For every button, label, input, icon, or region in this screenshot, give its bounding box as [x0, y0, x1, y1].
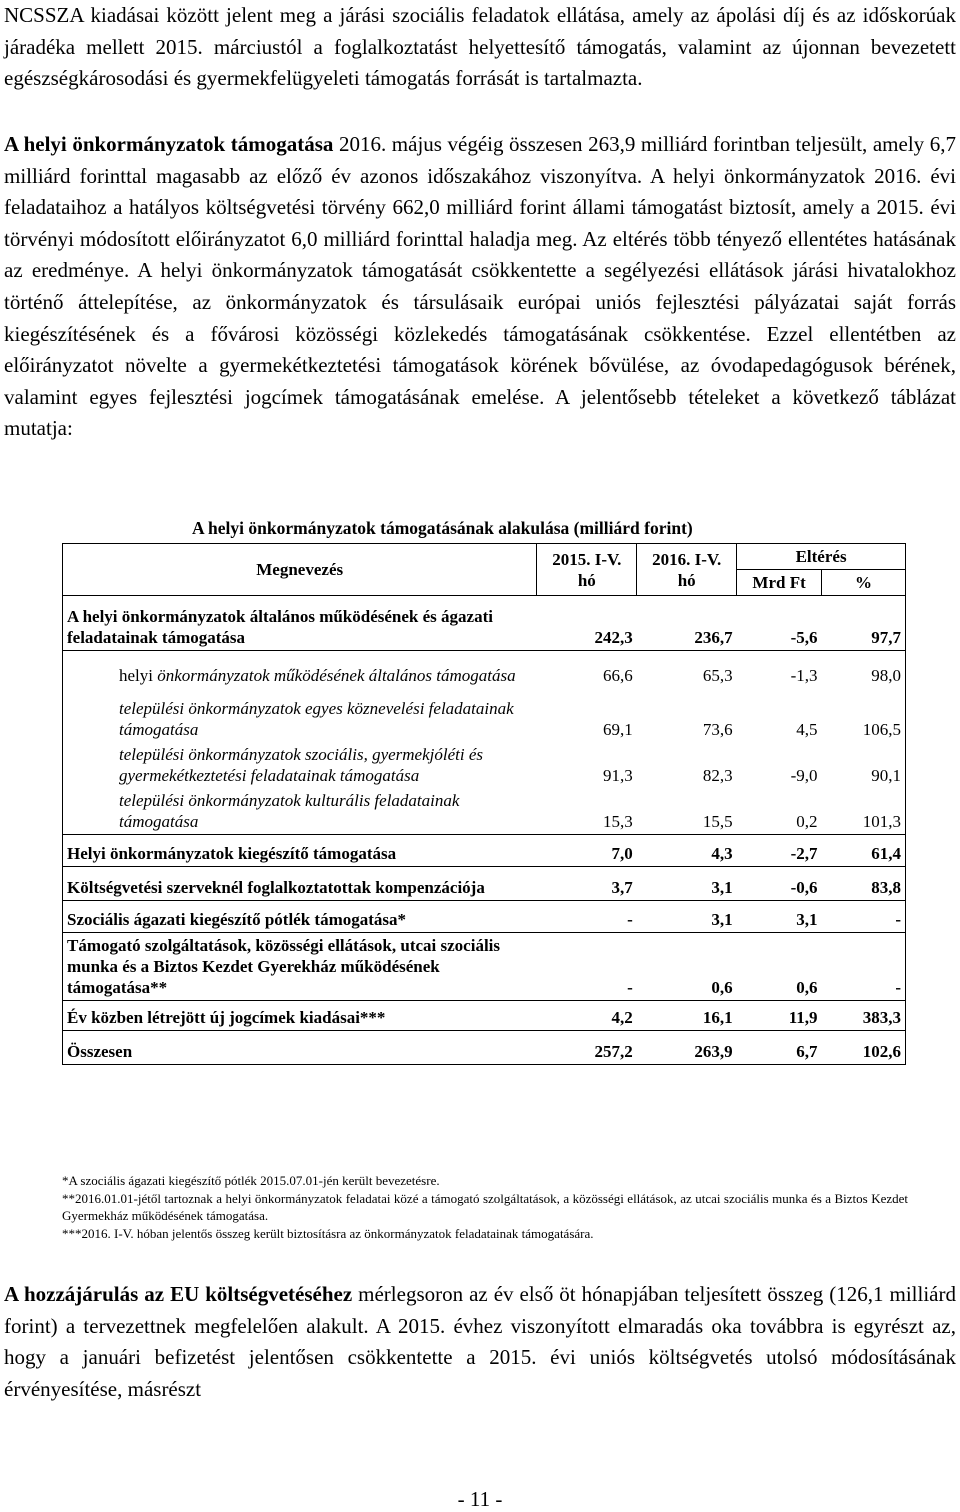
table-row: települési önkormányzatok szociális, gyermekjóléti és gyermekétkeztetési feladatainak támogatása 91,3 82,3 -9,0 90,1 [63, 742, 906, 788]
table-footnotes [62, 1172, 908, 1242]
table-row: Költségvetési szerveknél foglalkoztatottak kompenzációja 3,7 3,1 -0,6 83,8 [63, 867, 906, 901]
footnote-1: *A szociális ágazati kiegészítő pótlék 2015.07.01-jén került bevezetésre. [62, 1173, 440, 1188]
paragraph-local-government-support-heading: A helyi önkormányzatok támogatása [4, 132, 334, 156]
paragraph-ncssza: NCSSZA kiadásai között jelent meg a járási szociális feladatok ellátása, amely az ápolási díj és az időskorúak járadéka mellett 2015. márciustól a foglalkoztatást helyettesítő támogatás, valamint az újonnan bevezetett egészségkárosodási és gyermekfelügyeleti támogatás forrását is tartalmazta. [4, 3, 956, 91]
paragraph-local-government-support [4, 129, 956, 445]
header-diff-mrd: Mrd Ft [737, 570, 822, 596]
table-row: Helyi önkormányzatok kiegészítő támogatása 7,0 4,3 -2,7 61,4 [63, 835, 906, 867]
header-2016: 2016. I-V. hó [637, 544, 737, 596]
paragraph-eu-contribution [4, 1279, 956, 1405]
footnote-3: ***2016. I-V. hóban jelentős összeg került biztosításra az önkormányzatok feladatainak támogatására. [62, 1225, 594, 1241]
paragraph-eu-contribution-heading: A hozzájárulás az EU költségvetéséhez [4, 1282, 353, 1306]
header-2015: 2015. I-V. hó [537, 544, 637, 596]
table-row: települési önkormányzatok egyes köznevelési feladatainak támogatása 69,1 73,6 4,5 106,5 [63, 688, 906, 742]
paragraph-local-government-support-text: 2016. május végéig összesen 263,9 milliárd forintban teljesült, amely 6,7 milliárd forinttal magasabb az előző év azonos időszakához viszonyítva. A helyi önkormányzatok 2016. évi feladataihoz a hatályos költségvetési törvény 662,0 milliárd forint állami támogatást biztosít, amely a 2015. évi törvényi módosított előirányzatot 6,0 milliárd forinttal haladja meg. Az eltérés több tényező ellentétes hatásának az eredménye. A helyi önkormányzatok támogatását csökkentette a segélyezési ellátások járási hivatalokhoz történő áttelepítése, az önkormányzatok és társulásaik európai uniós fejlesztési pályázatai saját forrás kiegészítésének és a fővárosi közösségi közlekedés támogatásának csökkentése. Ezzel ellentétben az előirányzatot növelte a gyermekétkeztetési támogatások körének bővülése, az óvodapedagógusok bérének, valamint egyes fejlesztési jogcímek támogatásának emelése. A jelentősebb tételeket a következő táblázat mutatja: [4, 132, 956, 441]
table-row: helyi önkormányzatok működésének általános támogatása 66,6 65,3 -1,3 98,0 [63, 663, 906, 688]
footnote-2: **2016.01.01-jétől tartoznak a helyi önkormányzatok feladatai közé a támogató szolgáltatások, a közösségi ellátások, az utcai szociális munka és a Biztos Kezdet Gyermekház működésének támogatása. [62, 1190, 908, 1223]
table-row: Év közben létrejött új jogcímek kiadásai*** 4,2 16,1 11,9 383,3 [63, 1001, 906, 1031]
table-row: A helyi önkormányzatok általános működésének és ágazati feladatainak támogatása 242,3 236,7 -5,6 97,7 [63, 596, 906, 651]
table-row: Szociális ágazati kiegészítő pótlék támogatása* - 3,1 3,1 - [63, 901, 906, 933]
table-title: A helyi önkormányzatok támogatásának alakulása (milliárd forint) [192, 518, 693, 538]
page-number: - 11 - [457, 1487, 503, 1511]
header-diff-pct: % [822, 570, 906, 596]
local-government-support-table [62, 543, 906, 1065]
header-name: Megnevezés [63, 544, 537, 596]
header-diff: Eltérés [737, 544, 906, 570]
table-row: települési önkormányzatok kulturális feladatainak támogatása 15,3 15,5 0,2 101,3 [63, 788, 906, 835]
paragraph-eu-contribution-text: mérlegsoron az év első öt hónapjában teljesített összeg (126,1 milliárd forint) a tervezettnek megfelelően alakult. A 2015. évhez viszonyított elmaradás oka továbbra is egyrészt az, hogy a januári befizetést jelentősen csökkentette a 2015. évi uniós költségvetés utolsó módosításának érvényesítése, másrészt [4, 1282, 956, 1401]
table-row-total: Összesen 257,2 263,9 6,7 102,6 [63, 1031, 906, 1065]
table-row: Támogató szolgáltatások, közösségi ellátások, utcai szociális munka és a Biztos Kezdet Gyerekház működésének támogatása** - 0,6 0,6 - [63, 933, 906, 1001]
